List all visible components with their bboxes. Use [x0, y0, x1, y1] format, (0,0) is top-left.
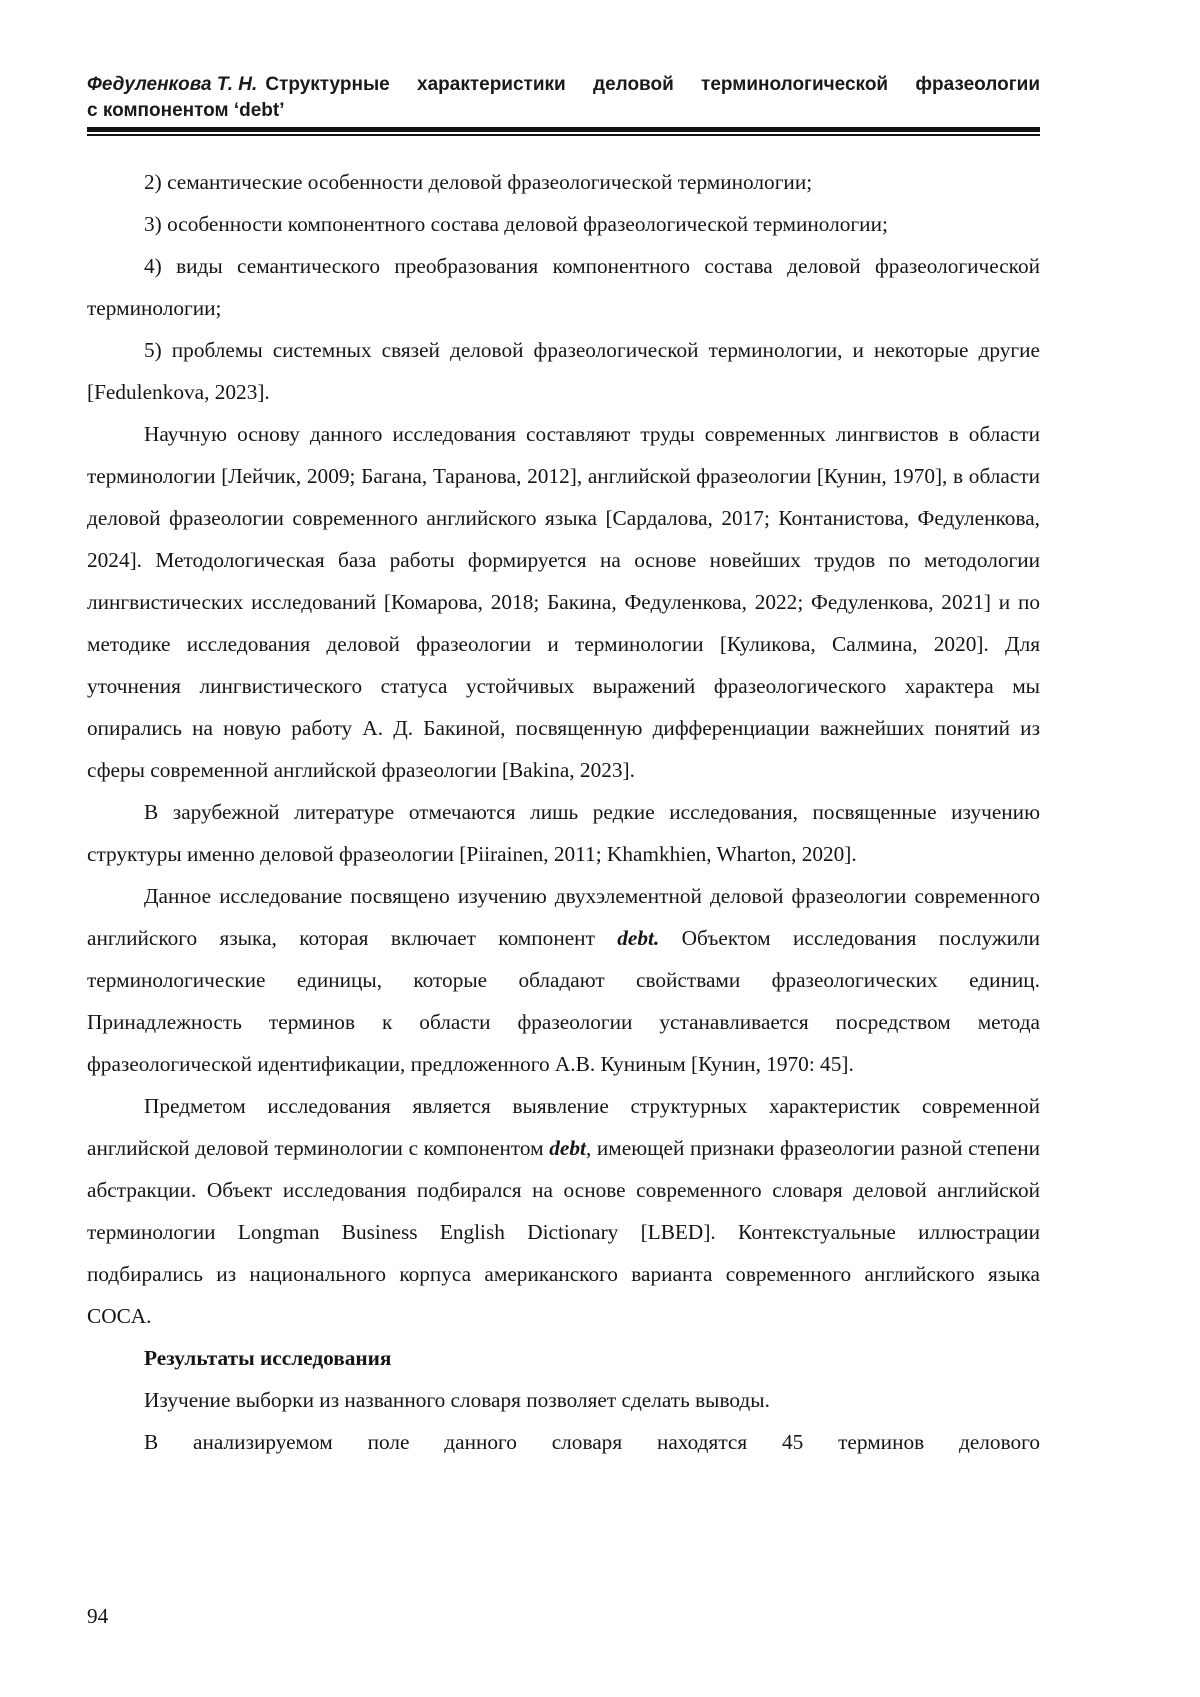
list-item-4: 4) виды семантического преобразования компонентного состава деловой фразеологической терминологии; — [87, 254, 1040, 320]
list-item-5: 5) проблемы системных связей деловой фразеологической терминологии, и некоторые другие [Fedulenkova, 2023]. — [87, 338, 1040, 404]
paragraph-research-subject-text-b: , имеющей признаки фразеологии разной степени абстракции. Объект исследования подбирался на основе современного словаря деловой английской терминологии Longman Business English Dictionary [LBED]. Контекстуальные иллюстрации подбирались из национального корпуса американского варианта современного английского языка COCA. — [87, 1136, 1040, 1328]
list-item-2: 2) семантические особенности деловой фразеологической терминологии; — [144, 170, 813, 194]
main-text — [87, 161, 1040, 1463]
header-rule-thin — [87, 134, 1040, 136]
paragraph-research-object-text-a: Данное исследование посвящено изучению двухэлементной деловой фразеологии современного английского языка, которая включает компонент — [87, 884, 1040, 950]
term-debt-emphasis: debt. — [617, 926, 660, 950]
term-debt-emphasis-2: debt — [549, 1136, 586, 1160]
header-author: Федуленкова Т. Н. — [87, 74, 258, 95]
paragraph-scientific-basis: Научную основу данного исследования составляют труды современных лингвистов в области терминологии [Лейчик, 2009; Багана, Таранова, 2012], английской фразеологии [Кунин, 1970], в области деловой фразеологии современного английского языка [Сардалова, 2017; Контанистова, Федуленкова, 2024]. Методологическая база работы формируется на основе новейших трудов по методологии лингвистических исследований [Комарова, 2018; Бакина, Федуленкова, 2022; Федуленкова, 2021] и по методике исследования деловой фразеологии и терминологии [Куликова, Салмина, 2020]. Для уточнения лингвистического статуса устойчивых выражений фразеологического характера мы опирались на новую работу А. Д. Бакиной, посвященную дифференциации важнейших понятий из сферы современной английской фразеологии [Bakina, 2023]. — [87, 422, 1040, 782]
running-header — [87, 72, 1040, 124]
header-rule-thick — [87, 127, 1040, 132]
header-title-line2: с компонентом ‘debt’ — [87, 100, 285, 121]
section-heading-results: Результаты исследования — [144, 1346, 392, 1370]
paragraph-research-subject-text-a: Предметом исследования является выявление структурных характеристик современной английской деловой терминологии с компонентом — [87, 1094, 1040, 1160]
paragraph-research-object — [87, 875, 1040, 1085]
paragraph-foreign-literature: В зарубежной литературе отмечаются лишь редкие исследования, посвященные изучению структуры именно деловой фразеологии [Piirainen, 2011; Khamkhien, Wharton, 2020]. — [87, 800, 1040, 866]
paragraph-research-subject — [87, 1085, 1040, 1337]
list-item-3: 3) особенности компонентного состава деловой фразеологической терминологии; — [144, 212, 888, 236]
running-header-line1 — [87, 72, 1040, 98]
header-title-line1: Структурные характеристики деловой терминологической фразеологии — [265, 74, 1040, 95]
paragraph-results-intro: Изучение выборки из названного словаря позволяет сделать выводы. — [144, 1388, 770, 1412]
page-number: 94 — [87, 1604, 109, 1628]
paragraph-results-continued: В анализируемом поле данного словаря находятся 45 терминов делового — [144, 1430, 1040, 1454]
paragraph-research-object-text-b: Объектом исследования послужили терминологические единицы, которые обладают свойствами фразеологических единиц. Принадлежность терминов к области фразеологии устанавливается посредством метода фразеологической идентификации, предложенного А.В. Куниным [Кунин, 1970: 45]. — [87, 926, 1040, 1076]
